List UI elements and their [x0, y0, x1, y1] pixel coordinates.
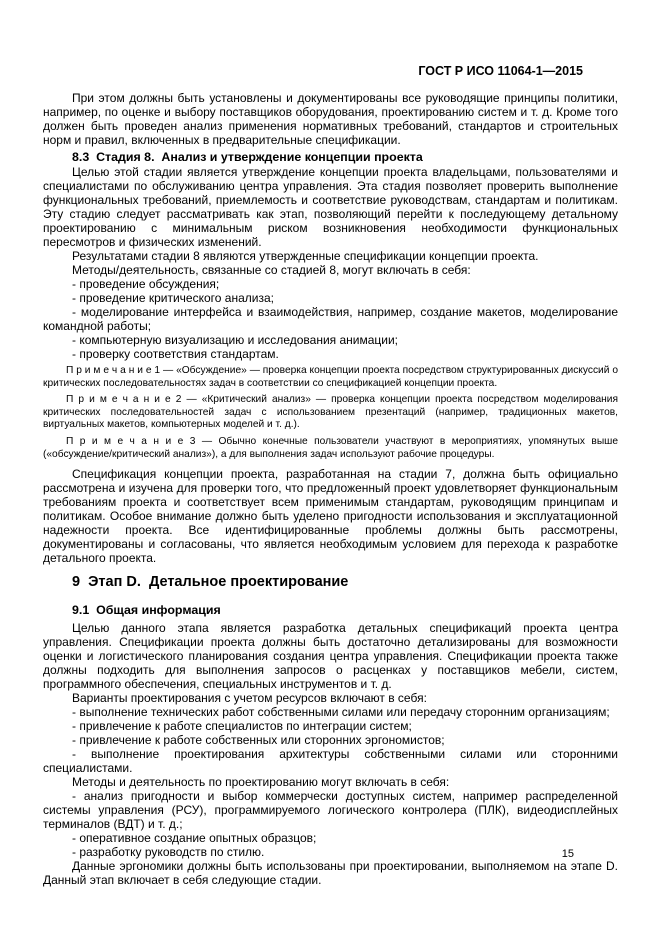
paragraph-spec-review: Спецификация концепции проекта, разработанная на стадии 7, должна быть официально рассмотрена и изучена для проверки того, что предложенный проект удовлетворяет функциональным требованиям проекта и соответствует всем применимым стандартам, руководящим принципам и политикам. Особое внимание должно быть уделено пригодности использования и эксплуатационной надежности проекта. Все идентифицированные проблемы должны быть рассмотрены, документированы и согласованы, что является необходимым условием для перехода к разработке детального проекта.: [43, 467, 618, 566]
note-2: П р и м е ч а н и е 2 — «Критический анализ» — проверка концепции проекта посредством моделирования критических последовательностей задач с использованием презентаций (например, традиционных макетов, виртуальных макетов, компьютерных моделей и т. д.).: [43, 394, 618, 431]
list-item: - разработку руководств по стилю.: [72, 845, 265, 860]
list-item: - моделирование интерфейса и взаимодействия, например, создание макетов, моделирование командной работы;: [43, 305, 618, 333]
note-3: П р и м е ч а н и е 3 — Обычно конечные пользователи участвуют в мероприятиях, упомянутых выше («обсуждение/критический анализ»), а для выполнения задач используют рабочие процедуры.: [43, 435, 618, 460]
list-item: - выполнение проектирования архитектуры собственными силами или сторонними специалистами.: [43, 747, 618, 776]
paragraph-policy-intro: При этом должны быть установлены и документированы все руководящие принципы политики, например, по оценке и выбору поставщиков оборудования, проектированию систем и т. д. Кроме того должен быть проведен анализ применения нормативных требований, стандартов и строительных норм и правил, включенных в предварительные спецификации.: [43, 91, 618, 147]
list-item: - компьютерную визуализацию и исследования анимации;: [72, 333, 399, 347]
page-number: 15: [561, 848, 574, 860]
list-item: - проверку соответствия стандартам.: [72, 347, 279, 361]
paragraph-stage-d-goal: Целью данного этапа является разработка детальных спецификаций проекта центра управления. Спецификации проекта должны быть достаточно детализированы для возможности оценки и логистического планирования создания центра управления. Спецификации проекта также должны подходить для выполнения запросов о расценках у поставщиков мебели, систем, программного обеспечения, специальных инструментов и т. д.: [43, 621, 618, 692]
heading-9-1: 9.1 Общая информация: [72, 603, 221, 618]
list-item: - анализ пригодности и выбор коммерчески доступных систем, например распределенной системы управления (РСУ), программируемого логического контролера (ПЛК), видеодисплейных терминалов (ВДТ) и т. д.;: [43, 789, 618, 832]
running-head: [43, 65, 583, 78]
page-footer: [43, 848, 574, 861]
list-item: - привлечение к работе собственных или сторонних эргономистов;: [72, 733, 445, 748]
paragraph-design-methods-intro: Методы и деятельность по проектированию могут включать в себя:: [72, 775, 450, 790]
heading-8-3: 8.3 Стадия 8. Анализ и утверждение концепции проекта: [72, 150, 423, 164]
standard-designation: ГОСТ Р ИСО 11064-1—2015: [418, 64, 583, 78]
note-1: П р и м е ч а н и е 1 — «Обсуждение» — проверка концепции проекта посредством структурированных дискуссий о критических последовательностях задач в соответствии со спецификацией концепции проекта.: [43, 365, 618, 389]
list-item: - привлечение к работе специалистов по интеграции систем;: [72, 719, 412, 734]
paragraph-resource-options-intro: Варианты проектирования с учетом ресурсов включают в себя:: [72, 691, 427, 706]
page-body: [43, 91, 618, 887]
list-item: - проведение обсуждения;: [72, 277, 220, 291]
paragraph-methods-intro: Методы/деятельность, связанные со стадией 8, могут включать в себя:: [72, 263, 471, 277]
paragraph-stage8-goal: Целью этой стадии является утверждение концепции проекта владельцами, пользователями и специалистами по обслуживанию центра управления. Эта стадия позволяет проверить выполнение функциональных требований, приемлемость и соответствие руководствам, стандартам и политикам. Эту стадию следует рассматривать как этап, позволяющий перейти к последующему детальному проектированию с минимальным риском возникновения необходимости функциональных пересмотров и физических изменений.: [43, 165, 618, 249]
paragraph-ergonomics: Данные эргономики должны быть использованы при проектировании, выполняемом на этапе D. Данный этап включает в себя следующие стадии.: [43, 859, 618, 888]
paragraph-stage8-results: Результатами стадии 8 являются утвержденные спецификации концепции проекта.: [72, 249, 539, 263]
list-item: - оперативное создание опытных образцов;: [72, 831, 317, 846]
list-item: - проведение критического анализа;: [72, 291, 274, 305]
list-item: - выполнение технических работ собственными силами или передачу сторонним организациям;: [72, 705, 610, 720]
heading-9: 9 Этап D. Детальное проектирование: [72, 574, 349, 591]
